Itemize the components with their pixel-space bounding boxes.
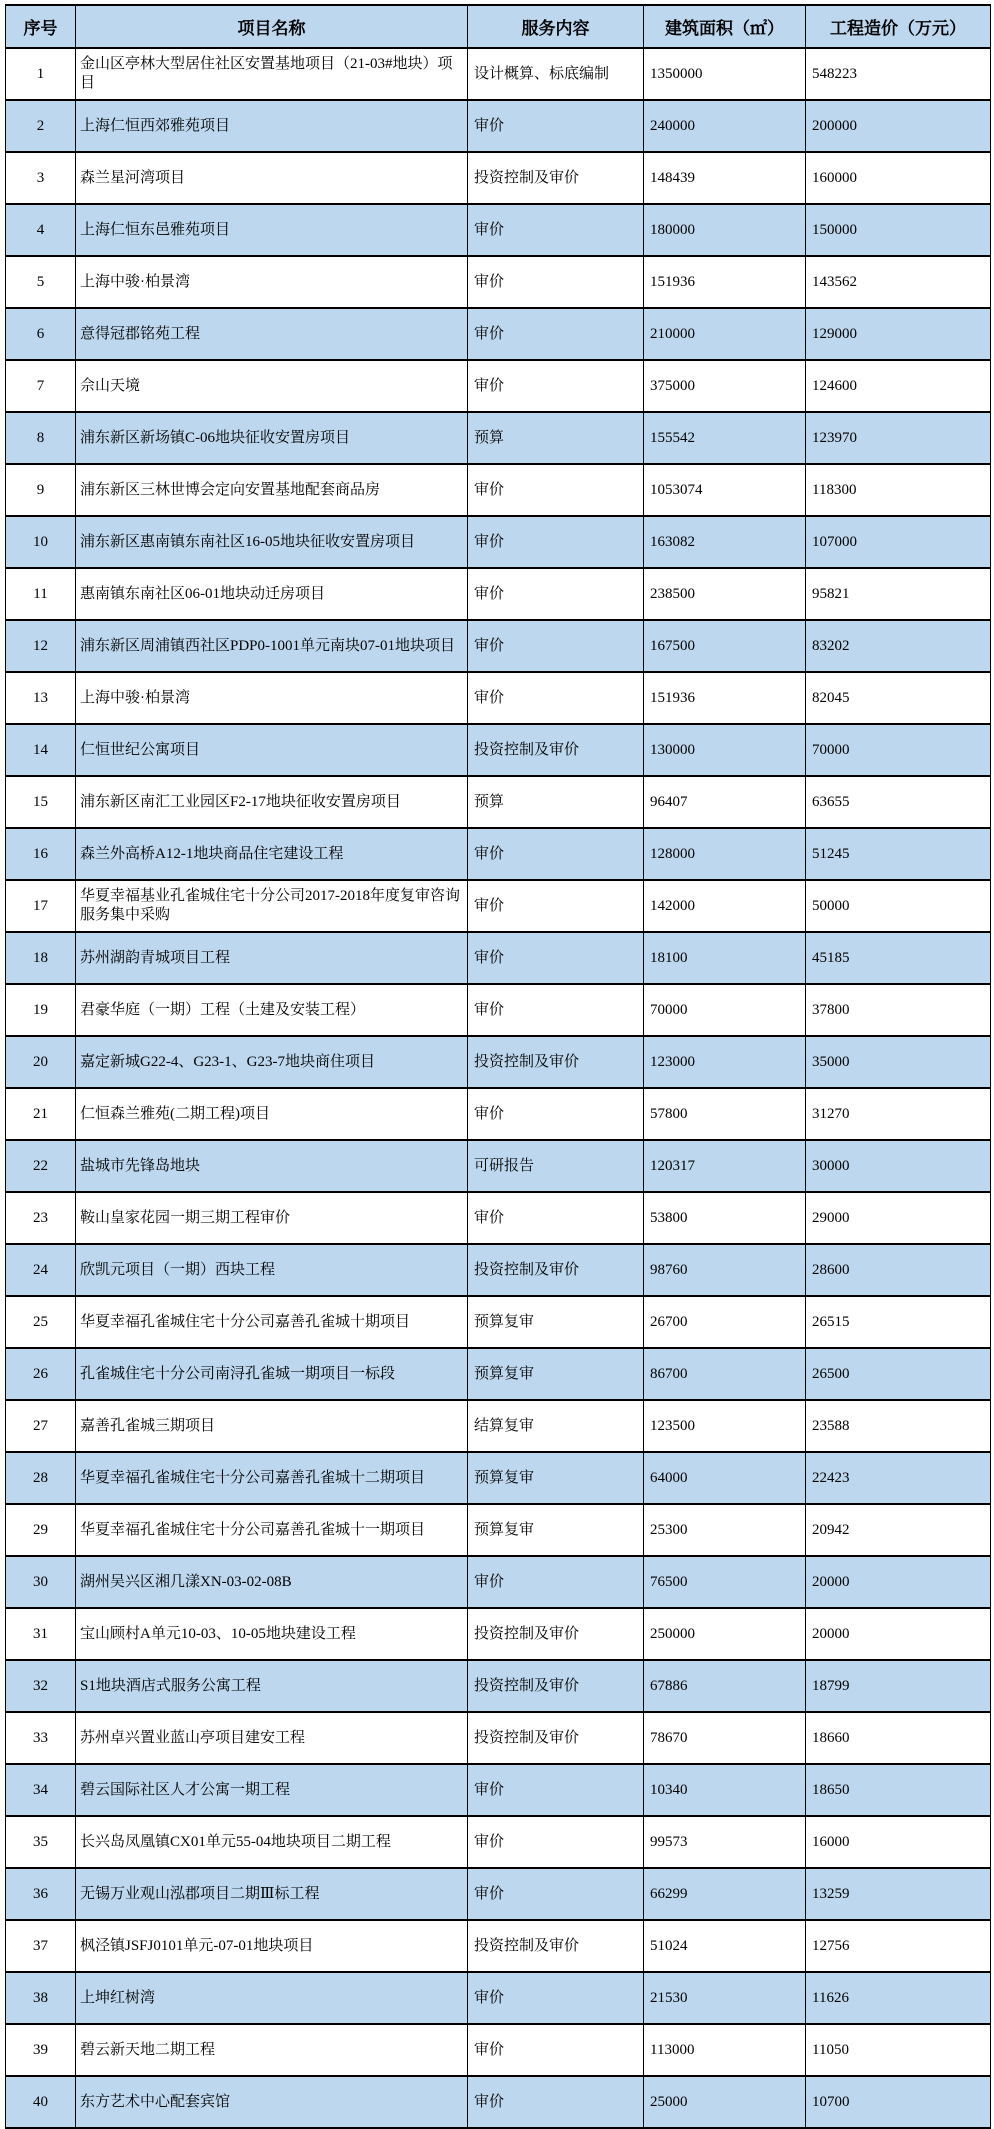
- service-content-cell: 审价: [468, 204, 644, 256]
- project-cost-cell: 30000: [806, 1140, 991, 1192]
- building-area-cell: 151936: [644, 256, 806, 308]
- table-row: [6, 516, 991, 568]
- service-content-cell: 预算复审: [468, 1504, 644, 1556]
- service-content-cell: 预算: [468, 776, 644, 828]
- project-name-cell: 碧云国际社区人才公寓一期工程: [76, 1764, 468, 1816]
- header-project-name: 项目名称: [76, 5, 468, 48]
- header-no: 序号: [6, 5, 76, 48]
- project-cost-cell: 20000: [806, 1556, 991, 1608]
- row-number-cell: 27: [6, 1400, 76, 1452]
- service-content-cell: 设计概算、标底编制: [468, 48, 644, 100]
- service-content-cell: 可研报告: [468, 1140, 644, 1192]
- project-cost-cell: 63655: [806, 776, 991, 828]
- building-area-cell: 57800: [644, 1088, 806, 1140]
- project-name-cell: 宝山顾村A单元10-03、10-05地块建设工程: [76, 1608, 468, 1660]
- building-area-cell: 142000: [644, 880, 806, 932]
- building-area-cell: 163082: [644, 516, 806, 568]
- service-content-cell: 审价: [468, 1088, 644, 1140]
- table-row: [6, 1868, 991, 1920]
- row-number-cell: 1: [6, 48, 76, 100]
- project-cost-cell: 11050: [806, 2024, 991, 2076]
- row-number-cell: 40: [6, 2076, 76, 2128]
- project-cost-cell: 20942: [806, 1504, 991, 1556]
- header-building-area: 建筑面积（㎡）: [644, 5, 806, 48]
- project-cost-cell: 82045: [806, 672, 991, 724]
- row-number-cell: 13: [6, 672, 76, 724]
- project-cost-cell: 123970: [806, 412, 991, 464]
- project-cost-cell: 13259: [806, 1868, 991, 1920]
- building-area-cell: 25300: [644, 1504, 806, 1556]
- row-number-cell: 22: [6, 1140, 76, 1192]
- project-name-cell: 华夏幸福孔雀城住宅十分公司嘉善孔雀城十一期项目: [76, 1504, 468, 1556]
- project-cost-cell: 18660: [806, 1712, 991, 1764]
- project-cost-cell: 31270: [806, 1088, 991, 1140]
- building-area-cell: 25000: [644, 2076, 806, 2128]
- table-row: [6, 1972, 991, 2024]
- service-content-cell: 审价: [468, 256, 644, 308]
- project-cost-cell: 26515: [806, 1296, 991, 1348]
- service-content-cell: 审价: [468, 828, 644, 880]
- row-number-cell: 36: [6, 1868, 76, 1920]
- row-number-cell: 9: [6, 464, 76, 516]
- row-number-cell: 33: [6, 1712, 76, 1764]
- table-row: [6, 412, 991, 464]
- service-content-cell: 审价: [468, 464, 644, 516]
- building-area-cell: 70000: [644, 984, 806, 1036]
- row-number-cell: 18: [6, 932, 76, 984]
- project-cost-cell: 107000: [806, 516, 991, 568]
- service-content-cell: 投资控制及审价: [468, 1660, 644, 1712]
- service-content-cell: 审价: [468, 308, 644, 360]
- project-name-cell: 上海中骏·柏景湾: [76, 672, 468, 724]
- project-cost-cell: 20000: [806, 1608, 991, 1660]
- project-cost-cell: 51245: [806, 828, 991, 880]
- table-row: [6, 1400, 991, 1452]
- table-body: [6, 48, 991, 2128]
- table-row: [6, 48, 991, 100]
- building-area-cell: 123000: [644, 1036, 806, 1088]
- building-area-cell: 10340: [644, 1764, 806, 1816]
- project-cost-cell: 35000: [806, 1036, 991, 1088]
- project-name-cell: 森兰星河湾项目: [76, 152, 468, 204]
- building-area-cell: 18100: [644, 932, 806, 984]
- table-row: [6, 1452, 991, 1504]
- row-number-cell: 24: [6, 1244, 76, 1296]
- service-content-cell: 审价: [468, 932, 644, 984]
- header-row: [6, 5, 991, 48]
- service-content-cell: 审价: [468, 880, 644, 932]
- project-cost-cell: 200000: [806, 100, 991, 152]
- project-cost-cell: 83202: [806, 620, 991, 672]
- table-row: [6, 880, 991, 932]
- table-row: [6, 2024, 991, 2076]
- table-row: [6, 828, 991, 880]
- service-content-cell: 审价: [468, 1972, 644, 2024]
- building-area-cell: 123500: [644, 1400, 806, 1452]
- building-area-cell: 86700: [644, 1348, 806, 1400]
- project-name-cell: 嘉定新城G22-4、G23-1、G23-7地块商住项目: [76, 1036, 468, 1088]
- project-cost-cell: 11626: [806, 1972, 991, 2024]
- service-content-cell: 审价: [468, 1764, 644, 1816]
- building-area-cell: 180000: [644, 204, 806, 256]
- row-number-cell: 31: [6, 1608, 76, 1660]
- table-row: [6, 1140, 991, 1192]
- table-row: [6, 1608, 991, 1660]
- table-row: [6, 308, 991, 360]
- table-row: [6, 1660, 991, 1712]
- row-number-cell: 19: [6, 984, 76, 1036]
- project-name-cell: 苏州湖韵青城项目工程: [76, 932, 468, 984]
- building-area-cell: 67886: [644, 1660, 806, 1712]
- project-name-cell: 东方艺术中心配套宾馆: [76, 2076, 468, 2128]
- table-header: [6, 5, 991, 48]
- row-number-cell: 14: [6, 724, 76, 776]
- service-content-cell: 投资控制及审价: [468, 152, 644, 204]
- service-content-cell: 审价: [468, 1556, 644, 1608]
- service-content-cell: 投资控制及审价: [468, 1036, 644, 1088]
- project-cost-cell: 160000: [806, 152, 991, 204]
- table-row: [6, 1556, 991, 1608]
- building-area-cell: 250000: [644, 1608, 806, 1660]
- building-area-cell: 21530: [644, 1972, 806, 2024]
- table-row: [6, 100, 991, 152]
- project-cost-cell: 23588: [806, 1400, 991, 1452]
- projects-table: [5, 4, 991, 2129]
- table-row: [6, 1088, 991, 1140]
- service-content-cell: 投资控制及审价: [468, 1608, 644, 1660]
- row-number-cell: 30: [6, 1556, 76, 1608]
- project-name-cell: 森兰外高桥A12-1地块商品住宅建设工程: [76, 828, 468, 880]
- row-number-cell: 34: [6, 1764, 76, 1816]
- project-name-cell: 华夏幸福孔雀城住宅十分公司嘉善孔雀城十二期项目: [76, 1452, 468, 1504]
- project-cost-cell: 118300: [806, 464, 991, 516]
- table-row: [6, 204, 991, 256]
- building-area-cell: 98760: [644, 1244, 806, 1296]
- building-area-cell: 120317: [644, 1140, 806, 1192]
- service-content-cell: 审价: [468, 1868, 644, 1920]
- table-row: [6, 568, 991, 620]
- row-number-cell: 10: [6, 516, 76, 568]
- building-area-cell: 76500: [644, 1556, 806, 1608]
- project-name-cell: 华夏幸福基业孔雀城住宅十分公司2017-2018年度复审咨询服务集中采购: [76, 880, 468, 932]
- project-name-cell: 碧云新天地二期工程: [76, 2024, 468, 2076]
- building-area-cell: 1053074: [644, 464, 806, 516]
- building-area-cell: 51024: [644, 1920, 806, 1972]
- project-name-cell: 浦东新区三林世博会定向安置基地配套商品房: [76, 464, 468, 516]
- row-number-cell: 39: [6, 2024, 76, 2076]
- service-content-cell: 预算: [468, 412, 644, 464]
- service-content-cell: 审价: [468, 516, 644, 568]
- project-name-cell: 湖州吴兴区湘几漾XN-03-02-08B: [76, 1556, 468, 1608]
- row-number-cell: 5: [6, 256, 76, 308]
- row-number-cell: 32: [6, 1660, 76, 1712]
- project-name-cell: 仁恒世纪公寓项目: [76, 724, 468, 776]
- table-row: [6, 1244, 991, 1296]
- project-cost-cell: 12756: [806, 1920, 991, 1972]
- service-content-cell: 结算复审: [468, 1400, 644, 1452]
- table-row: [6, 1504, 991, 1556]
- table-row: [6, 1712, 991, 1764]
- project-name-cell: 枫泾镇JSFJ0101单元-07-01地块项目: [76, 1920, 468, 1972]
- project-name-cell: 君豪华庭（一期）工程（土建及安装工程）: [76, 984, 468, 1036]
- table-row: [6, 1764, 991, 1816]
- service-content-cell: 预算复审: [468, 1348, 644, 1400]
- header-project-cost: 工程造价（万元）: [806, 5, 991, 48]
- row-number-cell: 37: [6, 1920, 76, 1972]
- project-cost-cell: 16000: [806, 1816, 991, 1868]
- service-content-cell: 预算复审: [468, 1296, 644, 1348]
- table-row: [6, 932, 991, 984]
- building-area-cell: 1350000: [644, 48, 806, 100]
- project-cost-cell: 18650: [806, 1764, 991, 1816]
- service-content-cell: 审价: [468, 620, 644, 672]
- project-cost-cell: 124600: [806, 360, 991, 412]
- building-area-cell: 167500: [644, 620, 806, 672]
- building-area-cell: 78670: [644, 1712, 806, 1764]
- project-name-cell: 上海仁恒东邑雅苑项目: [76, 204, 468, 256]
- project-cost-cell: 95821: [806, 568, 991, 620]
- row-number-cell: 38: [6, 1972, 76, 2024]
- project-name-cell: 嘉善孔雀城三期项目: [76, 1400, 468, 1452]
- project-name-cell: 华夏幸福孔雀城住宅十分公司嘉善孔雀城十期项目: [76, 1296, 468, 1348]
- table-row: [6, 1036, 991, 1088]
- project-name-cell: 金山区亭林大型居住社区安置基地项目（21-03#地块）项目: [76, 48, 468, 100]
- project-cost-cell: 129000: [806, 308, 991, 360]
- table-row: [6, 464, 991, 516]
- project-name-cell: 欣凯元项目（一期）西块工程: [76, 1244, 468, 1296]
- building-area-cell: 53800: [644, 1192, 806, 1244]
- building-area-cell: 151936: [644, 672, 806, 724]
- building-area-cell: 240000: [644, 100, 806, 152]
- project-cost-cell: 150000: [806, 204, 991, 256]
- table-row: [6, 360, 991, 412]
- project-cost-cell: 143562: [806, 256, 991, 308]
- table-row: [6, 152, 991, 204]
- project-name-cell: 盐城市先锋岛地块: [76, 1140, 468, 1192]
- project-cost-cell: 70000: [806, 724, 991, 776]
- project-cost-cell: 22423: [806, 1452, 991, 1504]
- project-name-cell: 浦东新区南汇工业园区F2-17地块征收安置房项目: [76, 776, 468, 828]
- table-row: [6, 1296, 991, 1348]
- building-area-cell: 155542: [644, 412, 806, 464]
- table-row: [6, 724, 991, 776]
- building-area-cell: 210000: [644, 308, 806, 360]
- row-number-cell: 26: [6, 1348, 76, 1400]
- row-number-cell: 3: [6, 152, 76, 204]
- service-content-cell: 审价: [468, 568, 644, 620]
- building-area-cell: 128000: [644, 828, 806, 880]
- row-number-cell: 11: [6, 568, 76, 620]
- row-number-cell: 21: [6, 1088, 76, 1140]
- table-row: [6, 2076, 991, 2128]
- project-cost-cell: 50000: [806, 880, 991, 932]
- service-content-cell: 审价: [468, 2024, 644, 2076]
- building-area-cell: 66299: [644, 1868, 806, 1920]
- project-name-cell: 浦东新区惠南镇东南社区16-05地块征收安置房项目: [76, 516, 468, 568]
- table-row: [6, 620, 991, 672]
- project-cost-cell: 45185: [806, 932, 991, 984]
- service-content-cell: 审价: [468, 672, 644, 724]
- service-content-cell: 审价: [468, 2076, 644, 2128]
- project-name-cell: 长兴岛凤凰镇CX01单元55-04地块项目二期工程: [76, 1816, 468, 1868]
- project-cost-cell: 26500: [806, 1348, 991, 1400]
- project-name-cell: 浦东新区周浦镇西社区PDP0-1001单元南块07-01地块项目: [76, 620, 468, 672]
- project-cost-cell: 18799: [806, 1660, 991, 1712]
- row-number-cell: 2: [6, 100, 76, 152]
- row-number-cell: 16: [6, 828, 76, 880]
- project-cost-cell: 548223: [806, 48, 991, 100]
- row-number-cell: 25: [6, 1296, 76, 1348]
- building-area-cell: 238500: [644, 568, 806, 620]
- service-content-cell: 投资控制及审价: [468, 724, 644, 776]
- project-name-cell: 鞍山皇家花园一期三期工程审价: [76, 1192, 468, 1244]
- table-row: [6, 776, 991, 828]
- project-name-cell: S1地块酒店式服务公寓工程: [76, 1660, 468, 1712]
- table-row: [6, 1192, 991, 1244]
- building-area-cell: 64000: [644, 1452, 806, 1504]
- table-row: [6, 984, 991, 1036]
- project-name-cell: 佘山天境: [76, 360, 468, 412]
- row-number-cell: 7: [6, 360, 76, 412]
- project-name-cell: 惠南镇东南社区06-01地块动迁房项目: [76, 568, 468, 620]
- row-number-cell: 29: [6, 1504, 76, 1556]
- table-row: [6, 672, 991, 724]
- building-area-cell: 375000: [644, 360, 806, 412]
- row-number-cell: 8: [6, 412, 76, 464]
- row-number-cell: 35: [6, 1816, 76, 1868]
- project-name-cell: 仁恒森兰雅苑(二期工程)项目: [76, 1088, 468, 1140]
- project-cost-cell: 28600: [806, 1244, 991, 1296]
- project-name-cell: 孔雀城住宅十分公司南浔孔雀城一期项目一标段: [76, 1348, 468, 1400]
- project-name-cell: 上海仁恒西郊雅苑项目: [76, 100, 468, 152]
- service-content-cell: 审价: [468, 984, 644, 1036]
- table-row: [6, 1816, 991, 1868]
- table-row: [6, 256, 991, 308]
- project-name-cell: 苏州卓兴置业蓝山亭项目建安工程: [76, 1712, 468, 1764]
- service-content-cell: 审价: [468, 100, 644, 152]
- building-area-cell: 26700: [644, 1296, 806, 1348]
- service-content-cell: 审价: [468, 360, 644, 412]
- project-cost-cell: 10700: [806, 2076, 991, 2128]
- project-name-cell: 上海中骏·柏景湾: [76, 256, 468, 308]
- service-content-cell: 投资控制及审价: [468, 1244, 644, 1296]
- service-content-cell: 投资控制及审价: [468, 1712, 644, 1764]
- row-number-cell: 6: [6, 308, 76, 360]
- project-name-cell: 上坤红树湾: [76, 1972, 468, 2024]
- row-number-cell: 4: [6, 204, 76, 256]
- service-content-cell: 审价: [468, 1192, 644, 1244]
- row-number-cell: 12: [6, 620, 76, 672]
- building-area-cell: 148439: [644, 152, 806, 204]
- table-row: [6, 1348, 991, 1400]
- building-area-cell: 99573: [644, 1816, 806, 1868]
- row-number-cell: 17: [6, 880, 76, 932]
- project-cost-cell: 37800: [806, 984, 991, 1036]
- service-content-cell: 投资控制及审价: [468, 1920, 644, 1972]
- building-area-cell: 96407: [644, 776, 806, 828]
- project-name-cell: 浦东新区新场镇C-06地块征收安置房项目: [76, 412, 468, 464]
- row-number-cell: 23: [6, 1192, 76, 1244]
- service-content-cell: 预算复审: [468, 1452, 644, 1504]
- building-area-cell: 130000: [644, 724, 806, 776]
- project-cost-cell: 29000: [806, 1192, 991, 1244]
- project-name-cell: 意得冠郡铭苑工程: [76, 308, 468, 360]
- building-area-cell: 113000: [644, 2024, 806, 2076]
- service-content-cell: 审价: [468, 1816, 644, 1868]
- row-number-cell: 15: [6, 776, 76, 828]
- row-number-cell: 20: [6, 1036, 76, 1088]
- table-row: [6, 1920, 991, 1972]
- row-number-cell: 28: [6, 1452, 76, 1504]
- project-name-cell: 无锡万业观山泓郡项目二期Ⅲ标工程: [76, 1868, 468, 1920]
- header-service-content: 服务内容: [468, 5, 644, 48]
